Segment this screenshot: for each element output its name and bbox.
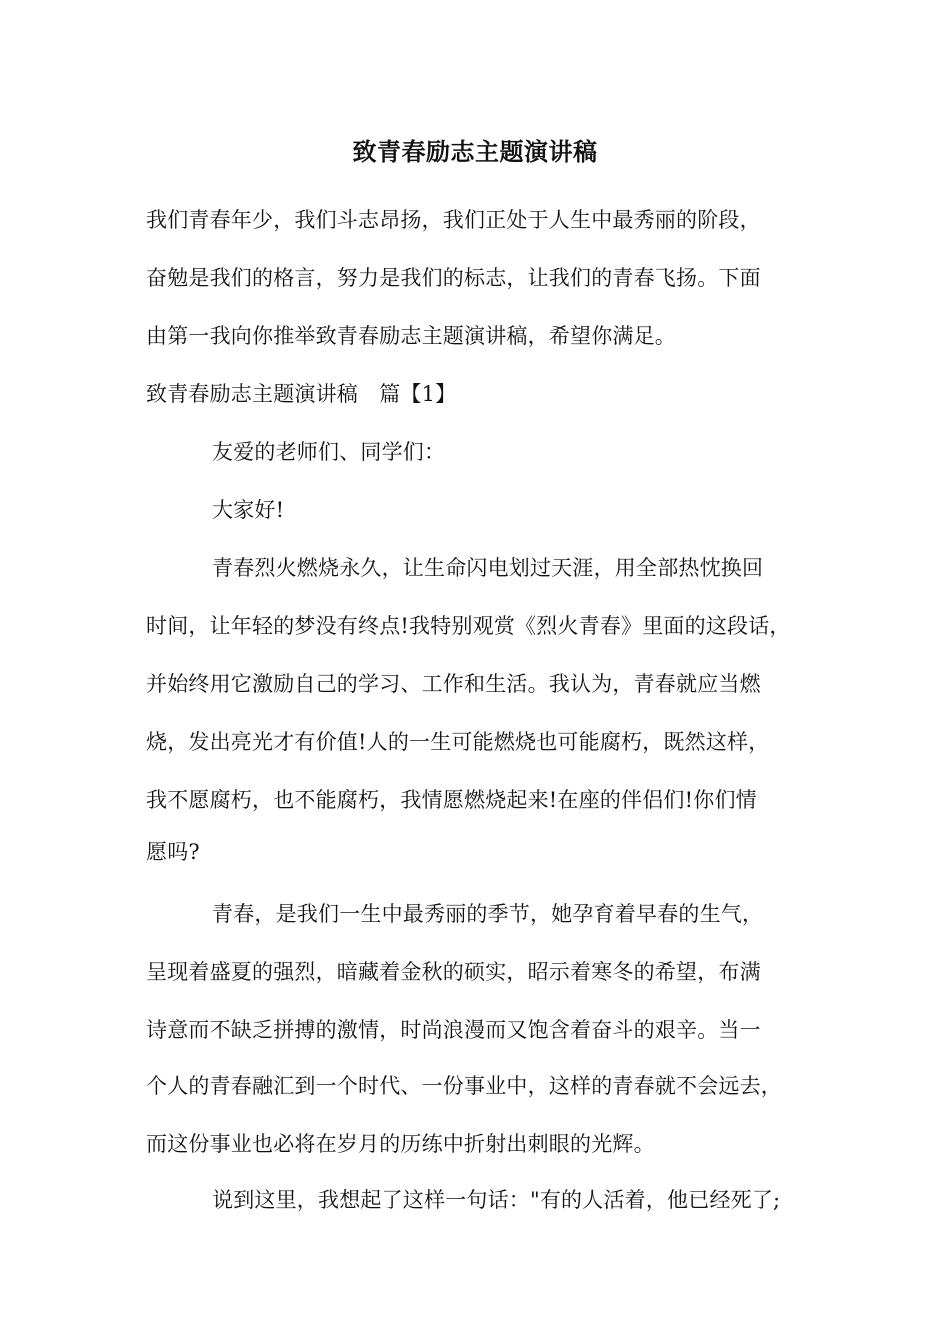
paragraph-1-line-6: 愿吗?: [146, 840, 200, 864]
paragraph-2-line-5: 而这份事业也必将在岁月的历练中折射出刺眼的光辉。: [146, 1132, 655, 1156]
intro-line-3: 由第一我向你推举致青春励志主题演讲稿，希望你满足。: [146, 324, 676, 348]
intro-line-1: 我们青春年少，我们斗志昂扬，我们正处于人生中最秀丽的阶段，: [146, 208, 761, 232]
paragraph-1-line-2: 时间，让年轻的梦没有终点!我特别观赏《烈火青春》里面的这段话，: [146, 614, 791, 638]
paragraph-1-line-3: 并始终用它激励自己的学习、工作和生活。我认为，青春就应当燃: [146, 672, 761, 696]
paragraph-1-line-5: 我不愿腐朽，也不能腐朽，我情愿燃烧起来!在座的伴侣们!你们情: [146, 788, 757, 812]
paragraph-2-line-1: 青春，是我们一生中最秀丽的季节，她孕育着早春的生气，: [212, 902, 764, 926]
paragraph-2-line-4: 个人的青春融汇到一个时代、一份事业中，这样的青春就不会远去，: [146, 1074, 782, 1098]
paragraph-3-line-1: 说到这里，我想起了这样一句话："有的人活着，他已经死了;: [212, 1188, 781, 1212]
paragraph-2-line-3: 诗意而不缺乏拼搏的激情，时尚浪漫而又饱含着奋斗的艰辛。当一: [146, 1018, 761, 1042]
section-heading: 致青春励志主题演讲稿 篇【1】: [146, 382, 457, 406]
paragraph-2-line-2: 呈现着盛夏的强烈，暗藏着金秋的硕实，昭示着寒冬的希望，布满: [146, 960, 761, 984]
paragraph-1-line-1: 青春烈火燃烧永久，让生命闪电划过天涯，用全部热忱换回: [212, 556, 764, 580]
paragraph-1-line-4: 烧，发出亮光才有价值!人的一生可能燃烧也可能腐朽，既然这样，: [146, 730, 770, 754]
greeting: 大家好!: [212, 498, 285, 522]
intro-line-2: 奋勉是我们的格言，努力是我们的标志，让我们的青春飞扬。下面: [146, 266, 761, 290]
salutation: 友爱的老师们、同学们：: [212, 440, 446, 464]
document-title: 致青春励志主题演讲稿: [352, 137, 598, 166]
